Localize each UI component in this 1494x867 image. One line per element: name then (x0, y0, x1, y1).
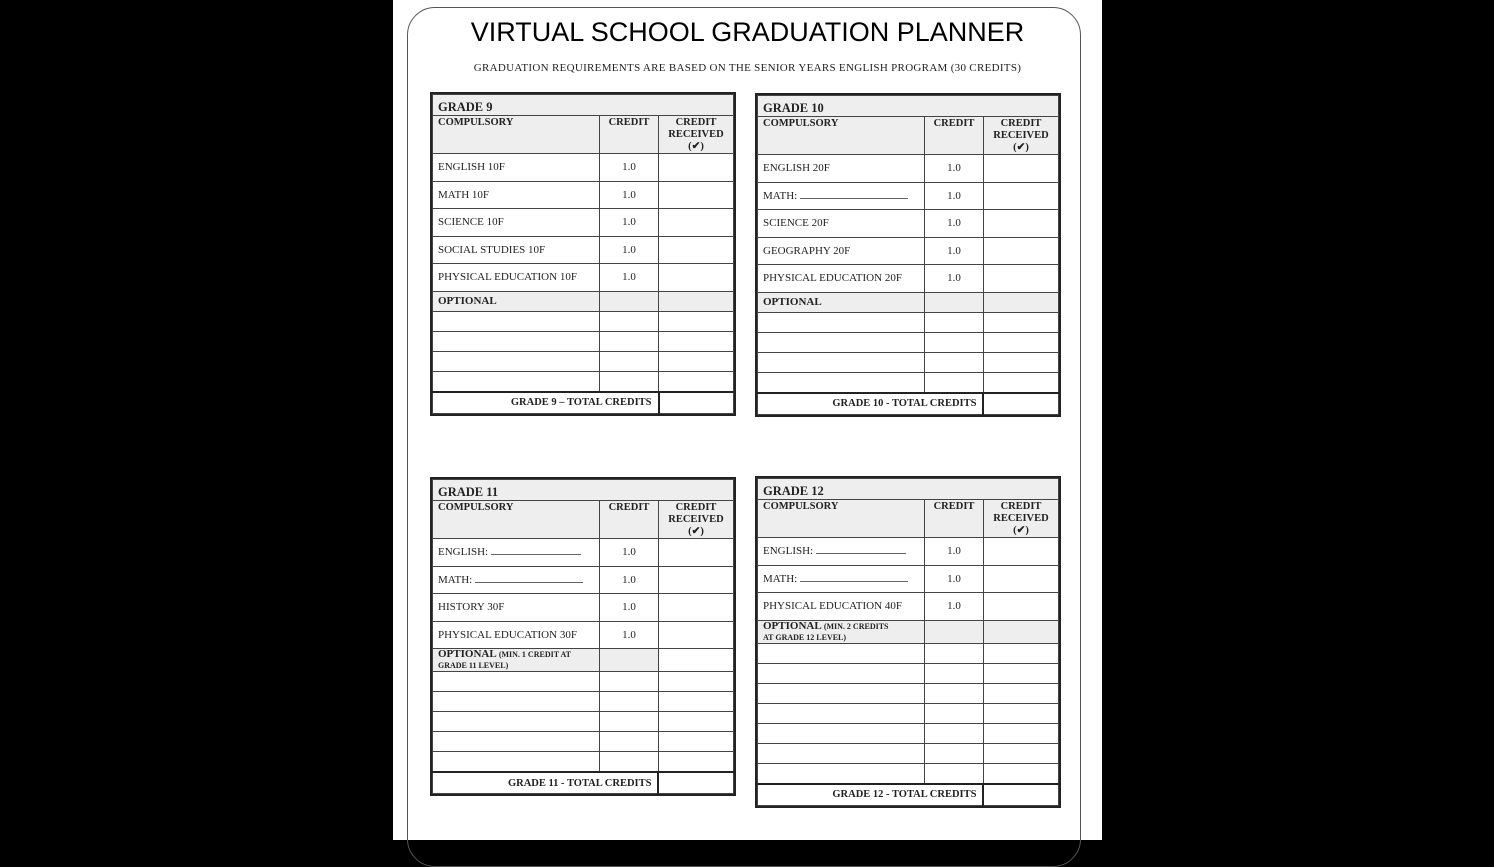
optional-label: OPTIONAL (758, 292, 925, 312)
table-row (758, 663, 1059, 683)
credit-received-cell[interactable] (658, 566, 733, 594)
table-row (758, 593, 1059, 621)
course-credit: 1.0 (600, 209, 659, 237)
course-name: ENGLISH 10F (433, 154, 600, 182)
table-row (758, 352, 1059, 372)
table-row (433, 672, 734, 692)
compulsory-header: COMPULSORY (758, 117, 925, 155)
grade11-title: GRADE 11 (433, 480, 734, 501)
credit-header: CREDIT (924, 500, 983, 538)
grade9-title: GRADE 9 (433, 95, 734, 116)
course-name: PHYSICAL EDUCATION 40F (758, 593, 925, 621)
table-row (758, 763, 1059, 784)
course-credit: 1.0 (599, 539, 658, 567)
table-row (758, 312, 1059, 332)
course-name: HISTORY 30F (433, 594, 600, 622)
table-row (433, 331, 734, 351)
credit-received-cell[interactable] (658, 594, 733, 622)
total-credits-label: GRADE 11 - TOTAL CREDITS (433, 772, 659, 794)
course-name: MATH: (433, 566, 600, 594)
course-name: ENGLISH: (433, 539, 600, 567)
optional-label: OPTIONAL (433, 291, 600, 311)
total-credits-label: GRADE 9 – TOTAL CREDITS (433, 392, 659, 414)
table-row (758, 723, 1059, 743)
optional-label: OPTIONAL (MIN. 2 CREDITS AT GRADE 12 LEVEL) (758, 620, 925, 643)
table-row (433, 621, 734, 649)
compulsory-header: COMPULSORY (433, 116, 600, 154)
total-credits-label: GRADE 12 - TOTAL CREDITS (758, 784, 984, 806)
grade10-table (755, 93, 1061, 417)
course-credit: 1.0 (924, 538, 983, 566)
table-row (433, 209, 734, 237)
table-row (433, 539, 734, 567)
course-credit: 1.0 (924, 237, 983, 265)
course-credit: 1.0 (924, 155, 983, 183)
table-row (758, 683, 1059, 703)
total-credits-box[interactable] (659, 392, 734, 414)
table-row (758, 643, 1059, 663)
grade12-title: GRADE 12 (758, 479, 1059, 500)
course-name: PHYSICAL EDUCATION 30F (433, 621, 600, 649)
credit-received-cell[interactable] (983, 237, 1058, 265)
course-name: SCIENCE 10F (433, 209, 600, 237)
page-title: VIRTUAL SCHOOL GRADUATION PLANNER (470, 17, 1025, 47)
total-credits-box[interactable] (983, 784, 1058, 806)
credit-received-cell[interactable] (659, 264, 734, 292)
credit-received-cell[interactable] (659, 154, 734, 182)
course-name: PHYSICAL EDUCATION 20F (758, 265, 925, 293)
credit-received-cell[interactable] (983, 538, 1058, 566)
total-credits-box[interactable] (983, 393, 1058, 415)
course-credit: 1.0 (600, 181, 659, 209)
table-row (433, 712, 734, 732)
table-row (758, 743, 1059, 763)
total-credits-label: GRADE 10 - TOTAL CREDITS (758, 393, 984, 415)
course-credit: 1.0 (924, 182, 983, 210)
table-row (433, 236, 734, 264)
credit-received-cell[interactable] (659, 181, 734, 209)
course-credit: 1.0 (599, 621, 658, 649)
page-subtitle: GRADUATION REQUIREMENTS ARE BASED ON THE SENIOR YEARS ENGLISH PROGRAM (30 CREDITS) (473, 62, 1022, 74)
compulsory-header: COMPULSORY (433, 501, 600, 539)
credit-received-cell[interactable] (659, 209, 734, 237)
table-row (758, 237, 1059, 265)
table-row (433, 594, 734, 622)
table-row (758, 182, 1059, 210)
credit-received-cell[interactable] (983, 593, 1058, 621)
course-credit: 1.0 (924, 210, 983, 238)
table-row (758, 703, 1059, 723)
table-row (433, 311, 734, 331)
credit-received-cell[interactable] (983, 265, 1058, 293)
credit-received-header: CREDIT RECEIVED (✔) (983, 117, 1058, 155)
course-name: ENGLISH 20F (758, 155, 925, 183)
grade9-table (430, 92, 736, 416)
table-row (433, 264, 734, 292)
credit-received-cell[interactable] (659, 236, 734, 264)
grade11-table (430, 477, 736, 796)
table-row (433, 566, 734, 594)
credit-received-cell[interactable] (983, 565, 1058, 593)
table-row (758, 372, 1059, 393)
course-credit: 1.0 (924, 265, 983, 293)
course-credit: 1.0 (600, 236, 659, 264)
course-name: MATH: (758, 182, 925, 210)
course-credit: 1.0 (600, 154, 659, 182)
course-name: ENGLISH: (758, 538, 925, 566)
document-page (393, 0, 1102, 840)
course-credit: 1.0 (600, 264, 659, 292)
fill-in-line[interactable] (800, 573, 908, 582)
table-row (433, 371, 734, 392)
credit-received-header: CREDIT RECEIVED (✔) (658, 501, 733, 539)
table-row (433, 732, 734, 752)
credit-header: CREDIT (599, 501, 658, 539)
credit-header: CREDIT (600, 116, 659, 154)
optional-label: OPTIONAL (MIN. 1 CREDIT AT GRADE 11 LEVEL) (433, 649, 600, 672)
credit-received-header: CREDIT RECEIVED (✔) (983, 500, 1058, 538)
table-row (758, 265, 1059, 293)
course-credit: 1.0 (924, 565, 983, 593)
table-row (758, 565, 1059, 593)
course-name: GEOGRAPHY 20F (758, 237, 925, 265)
grade12-table (755, 476, 1061, 808)
table-row (758, 210, 1059, 238)
credit-received-cell[interactable] (983, 155, 1058, 183)
credit-received-cell[interactable] (983, 210, 1058, 238)
course-name: MATH: (758, 565, 925, 593)
table-row (433, 181, 734, 209)
credit-header: CREDIT (924, 117, 983, 155)
table-row (758, 155, 1059, 183)
course-name: MATH 10F (433, 181, 600, 209)
table-row (758, 332, 1059, 352)
course-credit: 1.0 (599, 594, 658, 622)
fill-in-line[interactable] (800, 190, 908, 199)
credit-received-header: CREDIT RECEIVED (✔) (659, 116, 734, 154)
course-credit: 1.0 (599, 566, 658, 594)
course-name: SCIENCE 20F (758, 210, 925, 238)
grade10-title: GRADE 10 (758, 96, 1059, 117)
table-row (433, 752, 734, 773)
fill-in-line[interactable] (816, 545, 906, 554)
table-row (758, 538, 1059, 566)
compulsory-header: COMPULSORY (758, 500, 925, 538)
credit-received-cell[interactable] (658, 621, 733, 649)
course-credit: 1.0 (924, 593, 983, 621)
table-row (433, 351, 734, 371)
credit-received-cell[interactable] (658, 539, 733, 567)
table-row (433, 154, 734, 182)
fill-in-line[interactable] (491, 546, 581, 555)
table-row (433, 692, 734, 712)
course-name: PHYSICAL EDUCATION 10F (433, 264, 600, 292)
credit-received-cell[interactable] (983, 182, 1058, 210)
course-name: SOCIAL STUDIES 10F (433, 236, 600, 264)
fill-in-line[interactable] (475, 574, 583, 583)
total-credits-box[interactable] (658, 772, 733, 794)
